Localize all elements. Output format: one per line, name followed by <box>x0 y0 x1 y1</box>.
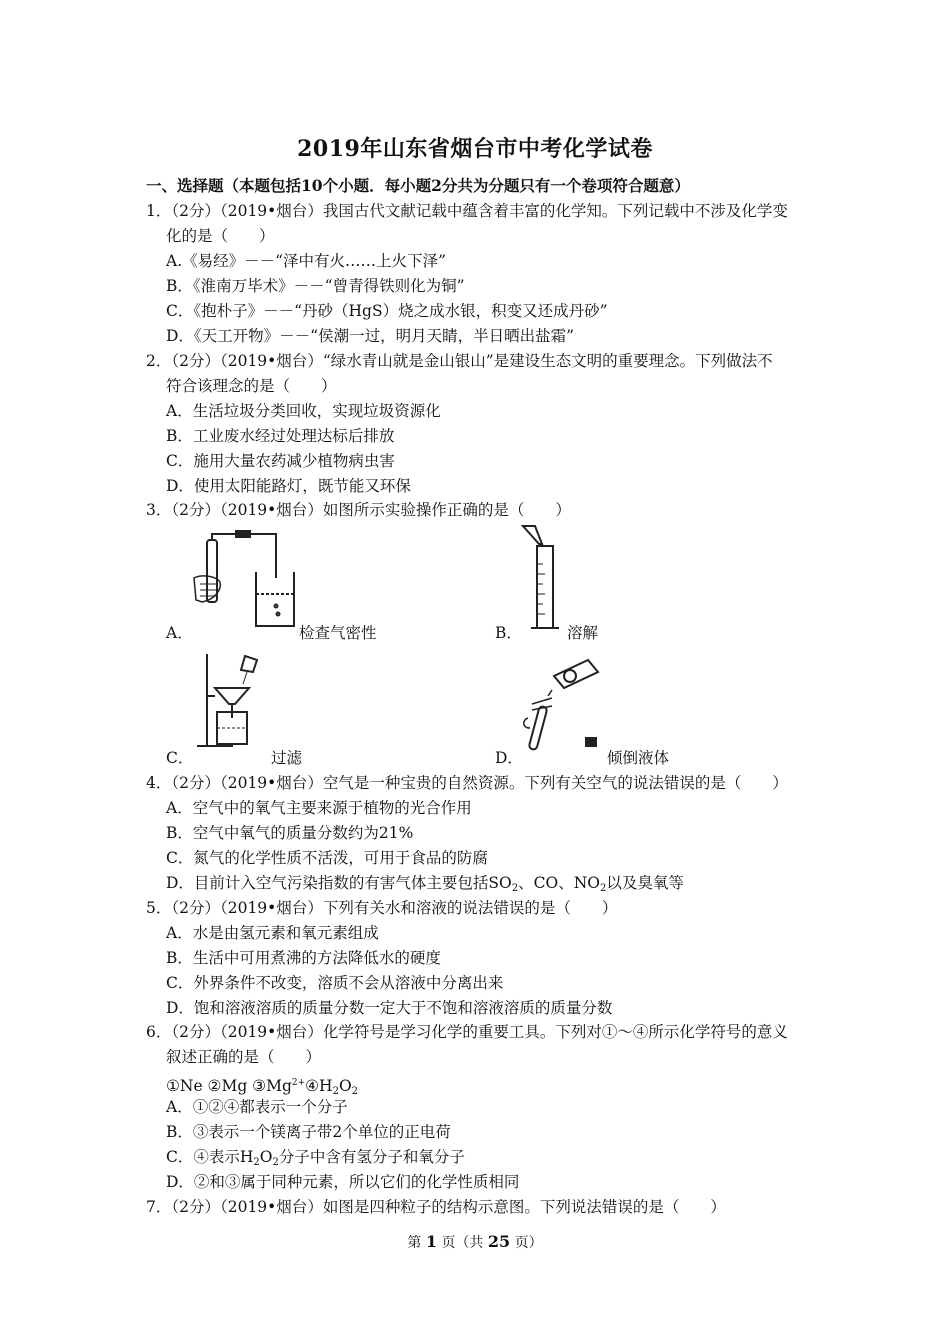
question-1-stem: 1．（2分）（2019•烟台）我国古代文献记载中蕴含着丰富的化学知。下列记载中不涉及化学变 <box>146 202 788 220</box>
question-1-option-d: D．《天工开物》－－“侯潮一过，明月天睛，半日晒出盐霜” <box>166 327 575 345</box>
page-title: 2019年山东省烟台市中考化学试卷 <box>297 136 653 162</box>
question-2-option-a: A．生活垃圾分类回收，实现垃圾资源化 <box>166 402 441 420</box>
question-6-option-b: B．③表示一个镁离子带2个单位的正电荷 <box>166 1123 451 1141</box>
question-6-option-a: A．①②④都表示一个分子 <box>166 1098 348 1116</box>
question-1-option-c: C．《抱朴子》－－“丹砂（HgS）烧之成水银，积变又还成丹砂” <box>166 302 608 320</box>
question-6-symbols: ①Ne ②Mg $③Mg^{2+}④H_2O_2$ <box>166 1077 359 1097</box>
question-5-option-c: C．外界条件不改变，溶质不会从溶液中分离出来 <box>166 974 504 992</box>
figure-a-letter: A． <box>166 624 193 642</box>
question-1-stem-cont: 化的是（ ） <box>166 227 275 245</box>
figure-airtightness-check <box>190 530 300 640</box>
question-2-option-c: C．施用大量农药减少植物病虫害 <box>166 452 395 470</box>
question-2-stem-cont: 符合该理念的是（ ） <box>166 377 337 395</box>
figure-c-letter: C． <box>166 749 194 767</box>
figure-b-letter: B． <box>495 624 522 642</box>
question-7-stem: 7．（2分）（2019•烟台）如图是四种粒子的结构示意图。下列说法错误的是（ ） <box>146 1198 726 1216</box>
question-5-option-d: D．饱和溶液溶质的质量分数一定大于不饱和溶液溶质的质量分数 <box>166 999 613 1017</box>
figure-filtration <box>193 650 273 750</box>
question-4-option-a: A．空气中的氧气主要来源于植物的光合作用 <box>166 799 472 817</box>
question-5-option-a: A．水是由氢元素和氧元素组成 <box>166 924 379 942</box>
question-2-option-b: B．工业废水经过处理达标后排放 <box>166 427 395 445</box>
figure-d-caption: 倾倒液体 <box>607 749 670 767</box>
question-4-stem: 4．（2分）（2019•烟台）空气是一种宝贵的自然资源。下列有关空气的说法错误的是（ ） <box>146 774 788 792</box>
figure-pouring-liquid <box>518 654 608 754</box>
question-4-option-d: D．目前计入空气污染指数的有害气体主要包括$SO_2$、CO、$NO_2$以及臭氧等 <box>166 874 684 894</box>
question-3-stem: 3．（2分）（2019•烟台）如图所示实验操作正确的是（ ） <box>146 501 571 519</box>
section-heading: 一、选择题（本题包括10个小题．每小题2分共为分题只有一个卷项符合题意） <box>146 176 690 195</box>
question-6-stem-cont: 叙述正确的是（ ） <box>166 1048 322 1066</box>
question-6-option-d: D．②和③属于同种元素，所以它们的化学性质相同 <box>166 1173 520 1191</box>
question-5-option-b: B．生活中可用煮沸的方法降低水的硬度 <box>166 949 441 967</box>
question-1-option-a: A.《易经》－－“泽中有火……上火下泽” <box>166 252 446 270</box>
question-2-option-d: D．使用太阳能路灯，既节能又环保 <box>166 477 411 495</box>
question-2-stem: 2．（2分）（2019•烟台）“绿水青山就是金山银山”是建设生态文明的重要理念。下列做法不 <box>146 352 773 370</box>
question-6-option-c: C．④表示$H_2O_2$分子中含有氢分子和氧分子 <box>166 1148 465 1168</box>
figure-c-caption: 过滤 <box>271 749 303 767</box>
question-5-stem: 5．（2分）（2019•烟台）下列有关水和溶液的说法错误的是（ ） <box>146 899 618 917</box>
figure-d-letter: D． <box>495 749 523 767</box>
question-6-stem: 6．（2分）（2019•烟台）化学符号是学习化学的重要工具。下列对①～④所示化学符号的意义 <box>146 1023 788 1041</box>
question-4-option-c: C．氮气的化学性质不活泼，可用于食品的防腐 <box>166 849 488 867</box>
question-1-option-b: B．《淮南万毕术》－－“曾青得铁则化为铜” <box>166 277 465 295</box>
figure-dissolving <box>515 524 565 639</box>
figure-a-caption: 检查气密性 <box>299 624 377 642</box>
question-4-option-b: B．空气中氧气的质量分数约为21% <box>166 824 414 842</box>
figure-b-caption: 溶解 <box>567 624 599 642</box>
page-footer: 第 1 页（共 25 页） <box>407 1232 543 1251</box>
